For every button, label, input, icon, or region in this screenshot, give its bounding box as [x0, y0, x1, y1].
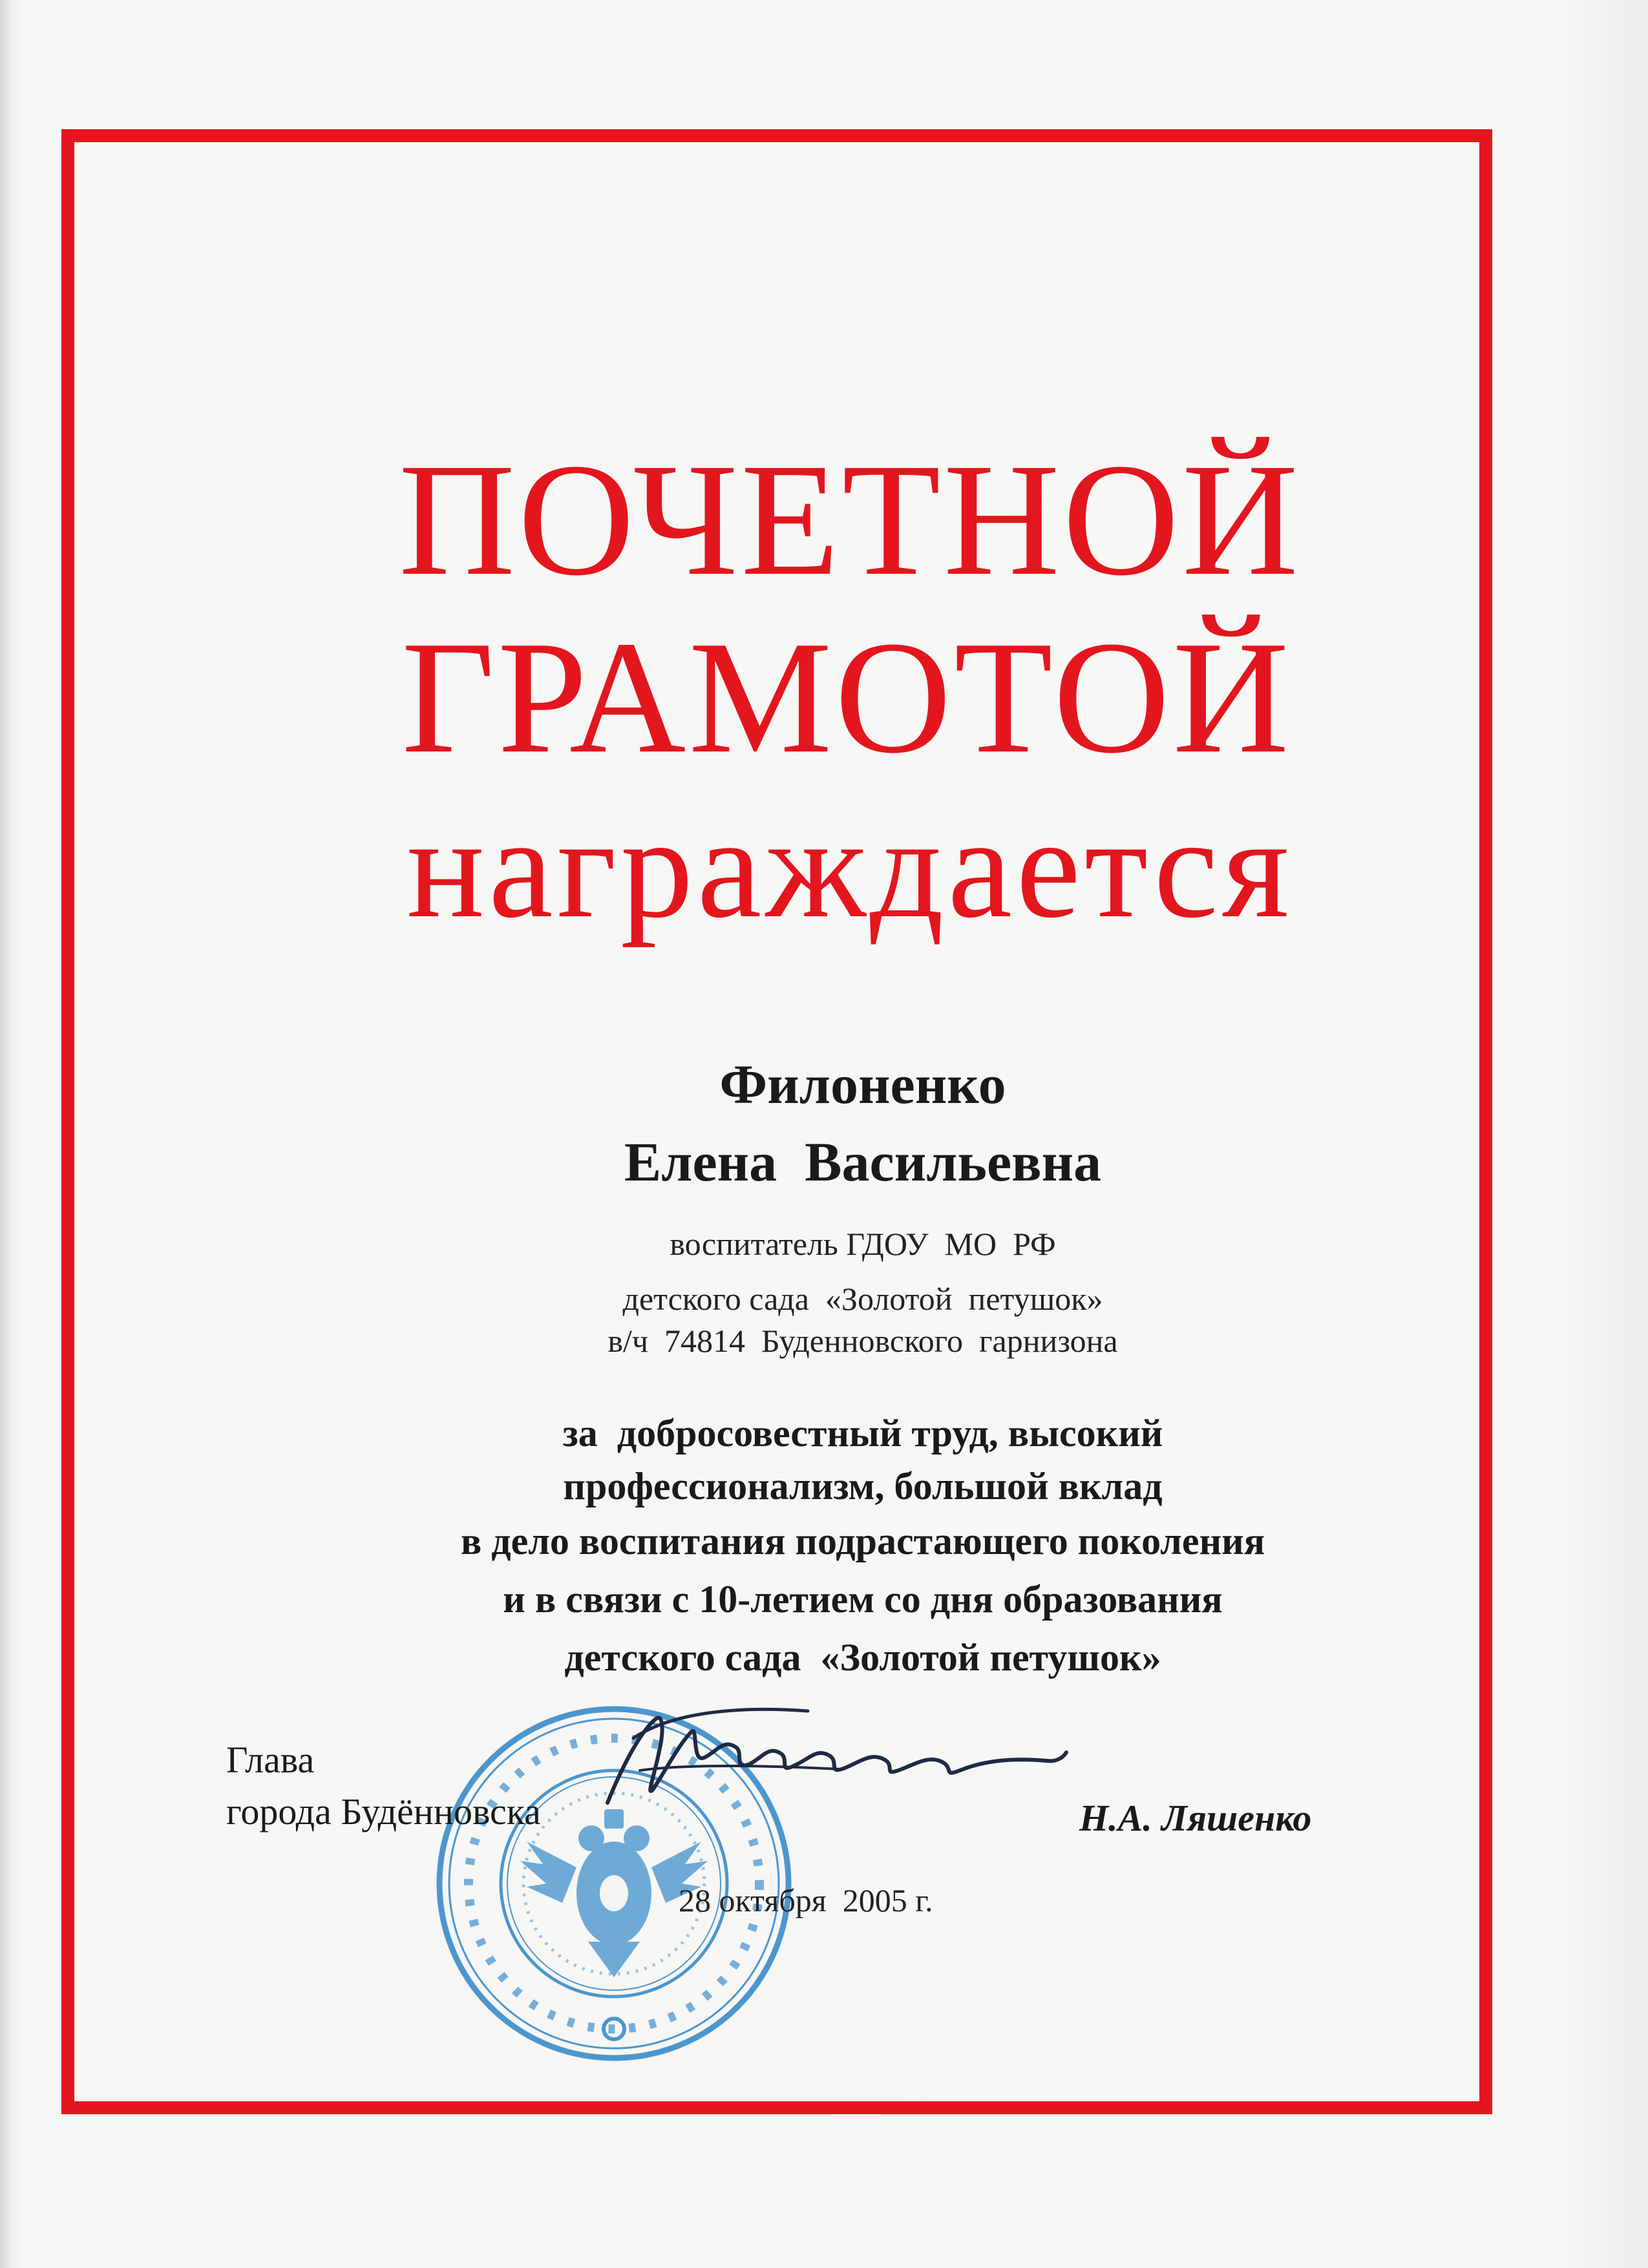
- signatory-role-line-1: Глава: [226, 1739, 315, 1781]
- award-date: 28 октября 2005 г.: [679, 1882, 933, 1918]
- title-line-1: ПОЧЕТНОЙ: [398, 430, 1302, 609]
- signatory-role-line-2: города Будённовска: [226, 1790, 541, 1832]
- recipient-surname: Филоненко: [719, 1053, 1006, 1115]
- title-line-3: награждается: [407, 786, 1293, 948]
- recipient-given-names: Елена Васильевна: [624, 1131, 1102, 1193]
- reason-line-5: детского сада «Золотой петушок»: [564, 1636, 1161, 1679]
- position-line-2: детского сада «Золотой петушок»: [622, 1281, 1103, 1317]
- title-line-2: ГРАМОТОЙ: [401, 608, 1292, 787]
- reason-line-2: профессионализм, большой вклад: [563, 1465, 1163, 1507]
- position-line-1: воспитатель ГДОУ МО РФ: [670, 1226, 1056, 1262]
- reason-line-1: за добросовестный труд, высокий: [562, 1412, 1163, 1454]
- reason-line-4: и в связи с 10-летием со дня образования: [503, 1578, 1223, 1621]
- signatory-name: Н.А. Ляшенко: [1079, 1797, 1312, 1839]
- reason-line-3: в дело воспитания подрастающего поколения: [460, 1520, 1265, 1562]
- position-line-3: в/ч 74814 Буденновского гарнизона: [607, 1323, 1118, 1359]
- handwritten-signature: [595, 1693, 1073, 1822]
